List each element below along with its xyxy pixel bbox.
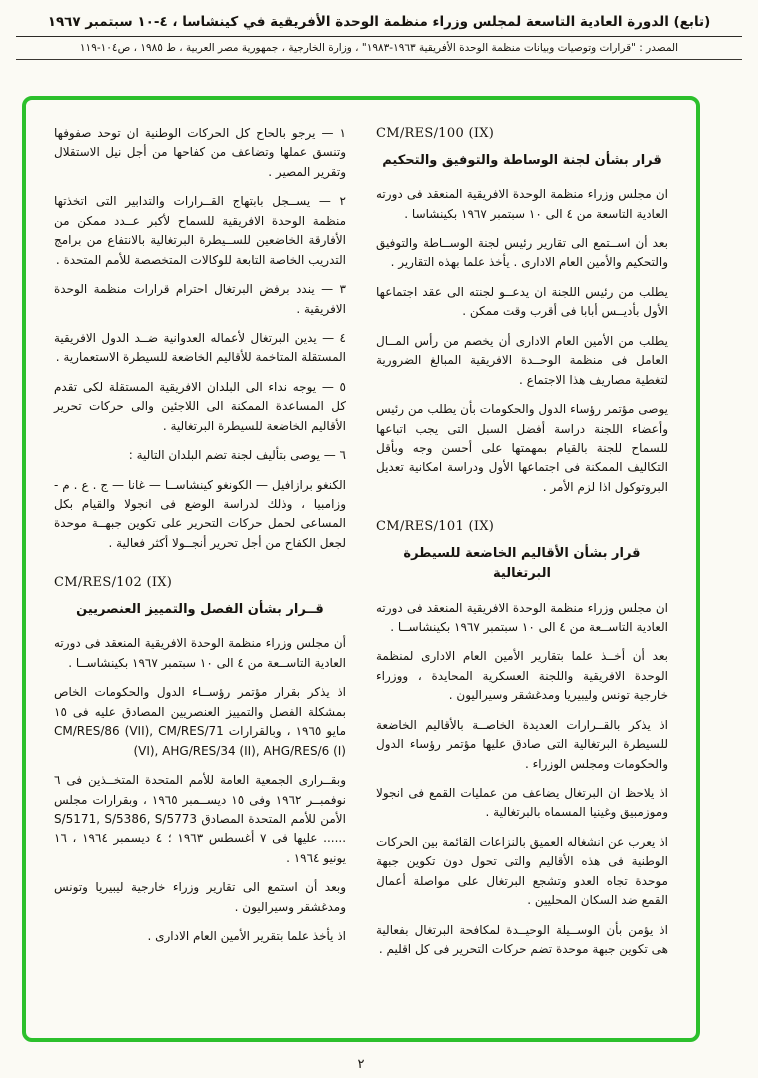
paragraph: اذ يعرب عن انشغاله العميق بالنزاعات القائمة بين الحركات الوطنية فى هذه الأقاليم والتى تحول دون تكوين جبهة موحدة تجاه العدو وتشجع البرتغال على مواصلة أعمال القمع ضد السكان المحليين . [376, 834, 668, 908]
column-right [376, 124, 668, 1020]
resolution-code-100: CM/RES/100 (IX) [376, 126, 495, 141]
paragraph: ان مجلس وزراء منظمة الوحدة الافريقية المنعقد فى دورته العادية التاســعة من ٤ الى ١٠ سبتمبر ١٩٦٧ بكينشاســا . [376, 600, 668, 634]
page-number: ٢ [357, 1057, 365, 1072]
resolution-title-101: قرار بشأن الأقاليم الخاضعة للسيطرة البرتغالية [403, 546, 641, 582]
resolution-101 [376, 519, 668, 959]
content-frame [22, 96, 700, 1042]
paragraph: يوصى مؤتمر رؤساء الدول والحكومات بأن يطلب من رئيس وأعضاء اللجنة دراسة أفضل السبل التى يجب اتباعها للسماح للجنة بالقيام بمهمتها على أحسن وجه وبأقل التكاليف الممكنة فى اجتماعها الأول ودراسة امكانية تعديل البروتوكول اذا لزم الأمر . [376, 402, 668, 494]
list-item: ٤ — يدين البرتغال لأعماله العدوانية ضــد الدول الافريقية المستقلة المتاخمة للأقاليم الخاضعة للسيطرة الاستعمارية . [54, 330, 346, 365]
resolution-code-101: CM/RES/101 (IX) [376, 519, 495, 535]
list-item: ٥ — يوجه نداء الى البلدان الافريقية المستقلة لكى تقدم كل المساعدة الممكنة الى اللاجئين والى حركات تحرير الأقاليم الخاضعة للسيطرة البرتغالية . [54, 379, 346, 433]
list-item: ١ — يرجو بالحاح كل الحركات الوطنية ان توحد صفوفها وتنسق عملها وتضاعف من كفاحها من أجل نيل الاستقلال وتقرير المصير . [54, 126, 346, 179]
list-item: ٦ — يوصى بتأليف لجنة تضم البلدان التالية : [128, 448, 346, 463]
paragraph: وبقــرارى الجمعية العامة للأمم المتحدة المتخــذين فى ٦ نوفمبــر ١٩٦٢ وفى ١٥ ديســمبر ١٩٦٥ ، وبقرارات مجلس الأمن للأمم المتحدة المصادق ‎S/5171, S/5386, S/5773 ......‎ عليها فى ٧ أغسطس ١٩٦٣ ؛ ٤ ديسمبر ١٩٦٤ ، ١٦ يونيو ١٩٦٤ . [54, 773, 347, 865]
paragraph: يطلب من رئيس اللجنة ان يدعــو لجنته الى عقد اجتماعها الأول بأديــس أبابا فى أقرب وقت ممكن . [376, 284, 668, 319]
paragraph: أن مجلس وزراء منظمة الوحدة الافريقية المنعقد فى دورته العادية التاســعة من ٤ الى ١٠ سبتمبر ١٩٦٧ بكينشاســا . [54, 636, 346, 670]
list-item: ٣ — يندد برفض البرتغال احترام قرارات منظمة الوحدة الافريقية . [54, 282, 346, 316]
document-title: (تابع) الدورة العادية التاسعة لمجلس وزراء منظمة الوحدة الأفريقية في كينشاسا ، ٤-١٠ سبتمبر ١٩٦٧ [47, 14, 711, 30]
resolution-102 [54, 575, 346, 946]
document-source: المصدر : "قرارات وتوصيات وبيانات منظمة الوحدة الأفريقية ١٩٦٣-١٩٨٣" ، وزارة الخارجية ، جمهورية مصر العربية ، ط ١٩٨٥ ، ص١٠٤-١١٩ [79, 42, 679, 54]
paragraph: وبعد أن استمع الى تقارير وزراء خارجية ليبيريا وتونس ومدغشقر وسيراليون . [54, 880, 346, 914]
column-left [54, 124, 346, 1020]
header-divider-bottom [16, 59, 742, 60]
paragraph: يطلب من الأمين العام الادارى أن يخصم من رأس المــال العامل فى منظمة الوحــدة الافريقية المبالغ الضرورية لتغطية مصاريف هذا الاجتماع . [376, 333, 668, 387]
numbered-list [54, 124, 346, 553]
resolution-title-102: قــرار بشأن الفصل والتمييز العنصريين [76, 602, 324, 618]
paragraph: اذ يلاحظ ان البرتغال يضاعف من عمليات القمع فى انجولا وموزمبيق وغينيا المسماه بالبرتغالية . [376, 786, 668, 820]
resolution-code-102: CM/RES/102 (IX) [54, 575, 173, 591]
paragraph: اذ يذكر بالقــرارات العديدة الخاصــة بالأقاليم الخاضعة للسيطرة البرتغالية التى صادق عليها مؤتمر رؤساء الدول والحكومات ومجلس الوزراء . [376, 717, 668, 771]
paragraph: اذ يأخذ علما بتقرير الأمين العام الادارى . [147, 929, 346, 944]
paragraph: اذ يذكر بقرار مؤتمر رؤســاء الدول والحكومات الخاص بمشكلة الفصل والتمييز العنصريين المصادق عليه فى ١٥ مايو ١٩٦٥ ، وبالقرارات ‎CM/RES/86 (VII), CM/RES/71 (VI), AHG/RES/34 (II), AHG/RES/6 (I)‎ [54, 685, 346, 758]
list-item: ٢ — يســجل بابتهاج القــرارات والتدابير التى اتخذتها منظمة الوحدة الافريقية للسماح لأكبر عــدد ممكن من الأفارقة الخاضعين للســيطرة البرتغالية بالانتفاع من برامج التدريب الخاصة التابعة للوكالات المتخصصة للأمم المتحدة . [54, 194, 346, 267]
paragraph: بعد أن أخــذ علما بتقارير الأمين العام الادارى لمنظمة الوحدة الافريقية واللجنة العسكرية المحايدة ، ووزراء خارجية تونس وليبيريا ومدغشقر وسيراليون . [376, 649, 668, 703]
paragraph: بعد أن اســتمع الى تقارير رئيس لجنة الوســاطة والتوفيق والتحكيم والأمين العام الادارى . يأخذ علما بهذه التقارير . [376, 236, 668, 270]
document-header [0, 0, 758, 60]
header-divider-top [16, 36, 742, 37]
paragraph: اذ يؤمن بأن الوســيلة الوحيــدة لمكافحة البرتغال بفعالية هى تكوين جبهة موحدة تضم حركات التحرير فى كل اقليم . [376, 922, 668, 957]
resolution-100 [376, 126, 668, 497]
list-item-continuation: الكنغو برازافيل — الكونغو كينشاســا — غانا — ج . ع . م - وزامبيا ، وذلك لدراسة الوضع فى انجولا والقيام بكل المساعى لحمل حركات التحرير على تكوين جبهــة موحدة لجعل الكفاح من أجل تحرير أنجــولا أكثر فعالية . [54, 477, 346, 550]
paragraph: ان مجلس وزراء منظمة الوحدة الافريقية المنعقد فى دورته العادية التاسعة من ٤ الى ١٠ سبتمبر ١٩٦٧ بكينشاسا . [376, 187, 668, 221]
resolution-title-100: قرار بشأن لجنة الوساطة والتوفيق والتحكيم [382, 153, 662, 168]
